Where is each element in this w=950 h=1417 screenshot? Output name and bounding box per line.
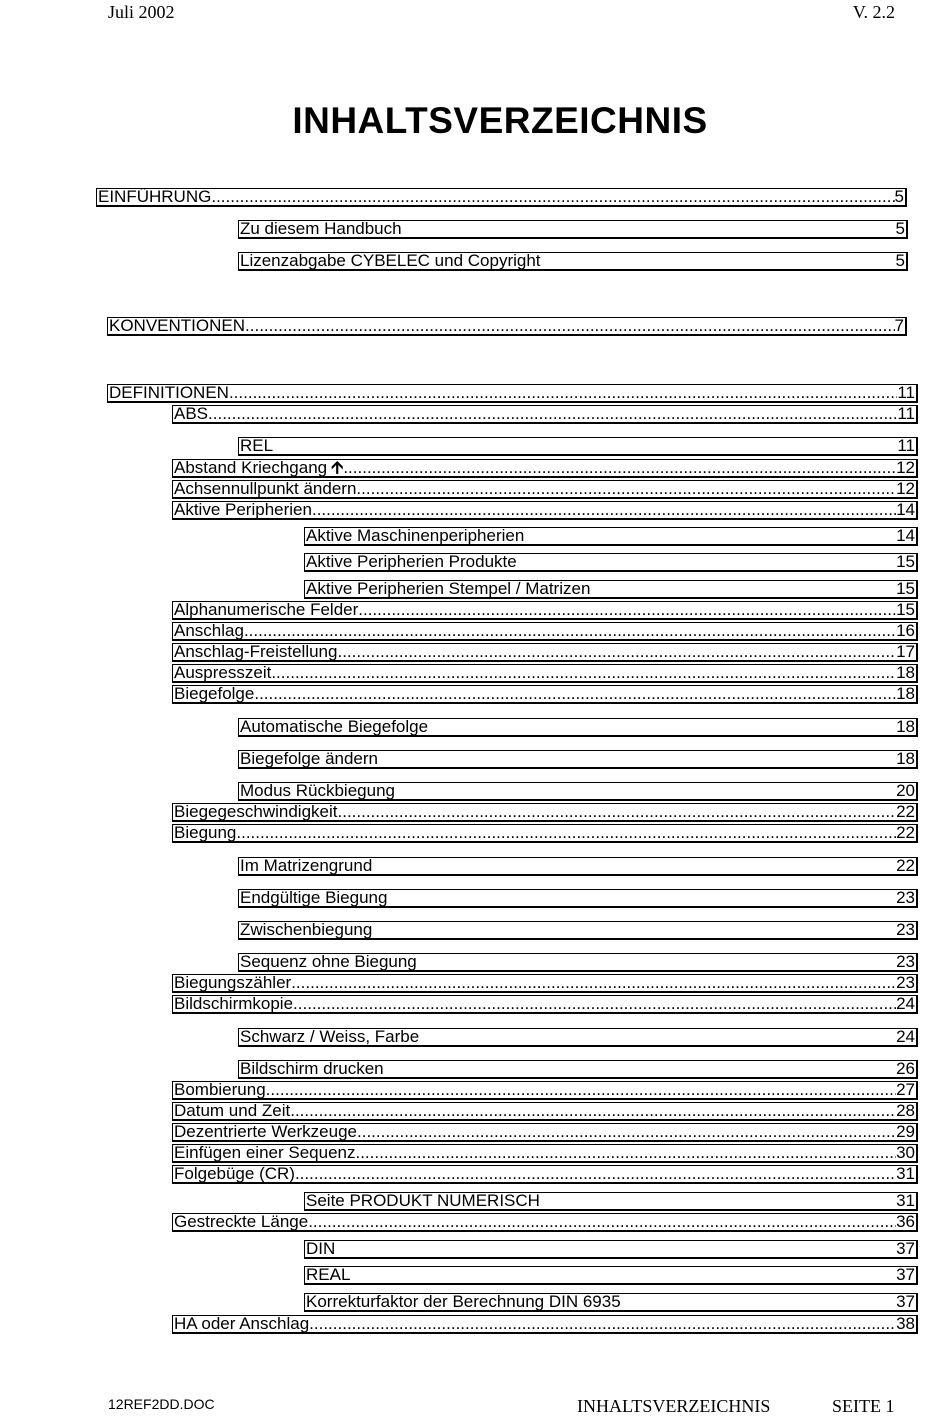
toc-entry-label: Aktive Peripherien Stempel / Matrizen	[306, 580, 591, 598]
toc-entry-label: EINFÜHRUNG	[98, 188, 212, 206]
toc-entry-label: DEFINITIONEN	[109, 384, 229, 402]
toc-entry[interactable]	[304, 527, 918, 546]
toc-entry-page: 5	[894, 188, 904, 206]
toc-leader-dots	[343, 459, 896, 476]
toc-entry[interactable]	[172, 643, 918, 662]
toc-entry-label: Abstand Kriechgang	[174, 459, 328, 477]
toc-entry-label: Anschlag-Freistellung	[174, 643, 338, 661]
toc-entry-label: Sequenz ohne Biegung	[240, 953, 417, 971]
toc-entry-page: 14	[896, 527, 915, 545]
toc-entry[interactable]	[304, 1240, 918, 1259]
toc-entry-label: Modus Rückbiegung	[240, 782, 395, 800]
toc-entry[interactable]	[172, 1123, 918, 1142]
toc-entry[interactable]	[238, 252, 908, 271]
toc-entry-label: Bildschirm drucken	[240, 1060, 384, 1078]
toc-entry[interactable]	[304, 553, 918, 572]
toc-entry-page: 17	[896, 643, 915, 661]
toc-entry-label: Biegungszähler	[174, 974, 292, 992]
toc-entry[interactable]	[238, 921, 918, 940]
toc-entry-label: REAL	[306, 1266, 351, 1284]
toc-entry-page: 31	[896, 1192, 915, 1210]
toc-entry-page: 31	[896, 1165, 915, 1183]
toc-entry-page: 14	[896, 501, 915, 519]
toc-entry[interactable]	[172, 1081, 918, 1100]
toc-entry[interactable]	[172, 1213, 918, 1232]
toc-entry-label: Dezentrierte Werkzeuge	[174, 1123, 357, 1141]
toc-entry-label: Seite PRODUKT NUMERISCH	[306, 1192, 540, 1210]
toc-leader-dots	[312, 501, 896, 518]
toc-entry-label: Alphanumerische Felder	[174, 601, 359, 619]
toc-entry-label: KONVENTIONEN	[109, 317, 246, 335]
toc-leader-dots	[290, 1102, 896, 1119]
toc-entry[interactable]	[172, 1315, 918, 1334]
toc-entry-page: 23	[896, 953, 915, 971]
toc-entry-label: Aktive Peripherien Produkte	[306, 553, 517, 571]
toc-entry-label: Schwarz / Weiss, Farbe	[240, 1028, 420, 1046]
toc-entry-label: Bombierung	[174, 1081, 266, 1099]
toc-leader-dots	[295, 1165, 896, 1182]
toc-entry[interactable]	[172, 405, 918, 424]
toc-leader-dots	[266, 1081, 896, 1098]
toc-entry[interactable]	[304, 580, 918, 599]
toc-entry[interactable]	[172, 1165, 918, 1184]
footer-filename: 12REF2DD.DOC	[108, 1396, 215, 1412]
toc-entry-page: 30	[896, 1144, 915, 1162]
toc-entry[interactable]	[238, 220, 908, 239]
toc-leader-dots	[309, 1315, 896, 1332]
toc-entry-page: 28	[896, 1102, 915, 1120]
toc-entry-label: Gestreckte Länge	[174, 1213, 309, 1231]
toc-entry[interactable]	[238, 750, 918, 769]
toc-entry-label: Korrekturfaktor der Berechnung DIN 6935	[306, 1293, 621, 1311]
toc-entry-page: 22	[896, 803, 915, 821]
toc-entry-label: Lizenzabgabe CYBELEC und Copyright	[240, 252, 541, 270]
toc-entry-page: 18	[896, 750, 915, 768]
toc-entry[interactable]	[238, 857, 918, 876]
toc-entry[interactable]	[172, 1144, 918, 1163]
toc-entry-page: 36	[896, 1213, 915, 1231]
toc-entry[interactable]	[172, 1102, 918, 1121]
toc-entry-label: Zu diesem Handbuch	[240, 220, 402, 238]
toc-entry-page: 22	[896, 824, 915, 842]
toc-entry-label: Folgebüge (CR)	[174, 1165, 295, 1183]
toc-entry-page: 5	[895, 252, 905, 270]
toc-entry[interactable]	[172, 459, 918, 478]
toc-entry-page: 7	[894, 317, 904, 335]
toc-entry-label: Biegefolge	[174, 685, 255, 703]
toc-entry-label: Bildschirmkopie	[174, 995, 294, 1013]
toc-entry-label: ABS	[174, 405, 209, 423]
page-title: INHALTSVERZEICHNIS	[292, 100, 708, 141]
toc-entry-page: 23	[896, 974, 915, 992]
toc-entry[interactable]	[172, 974, 918, 993]
toc-leader-dots	[245, 317, 895, 334]
header-date: Juli 2002	[108, 2, 175, 22]
toc-entry-label: Automatische Biegefolge	[240, 718, 429, 736]
toc-entry-page: 23	[896, 889, 915, 907]
toc-leader-dots	[291, 974, 896, 991]
toc-entry[interactable]	[304, 1293, 918, 1312]
toc-entry[interactable]	[172, 501, 918, 520]
toc-entry-page: 15	[896, 580, 915, 598]
toc-entry-page: 26	[896, 1060, 915, 1078]
toc-entry-label: DIN	[306, 1240, 336, 1258]
toc-entry-page: 16	[896, 622, 915, 640]
toc-entry-label: Aktive Maschinenperipherien	[306, 527, 525, 545]
toc-entry-page: 23	[896, 921, 915, 939]
toc-entry-label: Auspresszeit	[174, 664, 272, 682]
arrow-up-icon: 🡩	[331, 459, 344, 477]
toc-entry-label: Einfügen einer Sequenz	[174, 1144, 356, 1162]
toc-entry[interactable]	[107, 384, 918, 403]
toc-entry-label: HA oder Anschlag	[174, 1315, 310, 1333]
toc-entry[interactable]	[238, 782, 918, 801]
toc-entry[interactable]	[172, 824, 918, 843]
toc-leader-dots	[271, 664, 896, 681]
toc-entry-label: Biegegeschwindigkeit	[174, 803, 338, 821]
toc-entry-label: Datum und Zeit	[174, 1102, 291, 1120]
toc-entry-page: 5	[895, 220, 905, 238]
toc-entry[interactable]	[238, 1028, 918, 1047]
toc-entry-label: Anschlag	[174, 622, 244, 640]
toc-entry[interactable]	[304, 1266, 918, 1285]
toc-entry-page: 18	[896, 718, 915, 736]
toc-leader-dots	[358, 601, 896, 618]
toc-leader-dots	[355, 1144, 896, 1161]
toc-entry-page: 12	[896, 480, 915, 498]
toc-entry-page: 29	[896, 1123, 915, 1141]
toc-entry[interactable]	[172, 664, 918, 683]
toc-entry-page: 11	[897, 384, 915, 402]
toc-entry-label: Endgültige Biegung	[240, 889, 388, 907]
toc-entry-label: Biegung	[174, 824, 237, 842]
toc-leader-dots	[293, 995, 896, 1012]
toc-entry[interactable]	[172, 685, 918, 704]
toc-entry-page: 18	[896, 685, 915, 703]
toc-entry-page: 12	[896, 459, 915, 477]
toc-entry-page: 15	[896, 553, 915, 571]
toc-entry[interactable]	[304, 1192, 918, 1211]
toc-entry[interactable]	[172, 995, 918, 1014]
toc-entry[interactable]	[238, 718, 918, 737]
toc-entry-page: 22	[896, 857, 915, 875]
toc-leader-dots	[254, 685, 896, 702]
toc-entry[interactable]	[172, 803, 918, 822]
toc-entry-page: 18	[896, 664, 915, 682]
toc-entry[interactable]	[96, 188, 907, 207]
footer-page-number: SEITE 1	[832, 1396, 895, 1416]
toc-leader-dots	[308, 1213, 896, 1230]
toc-entry-page: 27	[896, 1081, 915, 1099]
toc-entry-label: Biegefolge ändern	[240, 750, 379, 768]
toc-entry-page: 38	[896, 1315, 915, 1333]
toc-leader-dots	[357, 1123, 896, 1140]
toc-entry-label: Achsennullpunkt ändern	[174, 480, 357, 498]
toc-entry[interactable]	[172, 622, 918, 641]
toc-leader-dots	[236, 824, 896, 841]
toc-entry-page: 15	[896, 601, 915, 619]
toc-entry-page: 11	[897, 405, 915, 423]
toc-leader-dots	[208, 405, 897, 422]
toc-entry[interactable]	[172, 480, 918, 499]
toc-leader-dots	[244, 622, 896, 639]
toc-leader-dots	[338, 803, 897, 820]
toc-entry[interactable]	[238, 889, 918, 908]
toc-entry[interactable]	[238, 437, 918, 456]
toc-entry[interactable]	[238, 1060, 918, 1079]
toc-entry-label: Im Matrizengrund	[240, 857, 373, 875]
toc-entry-label: Zwischenbiegung	[240, 921, 373, 939]
toc-leader-dots	[337, 643, 896, 660]
toc-entry[interactable]	[238, 953, 918, 972]
toc-entry-page: 11	[897, 437, 915, 455]
toc-entry-page: 24	[896, 1028, 915, 1046]
toc-entry-page: 24	[896, 995, 915, 1013]
footer-section: INHALTSVERZEICHNIS	[577, 1396, 771, 1416]
toc-leader-dots	[229, 384, 897, 401]
toc-entry-page: 20	[896, 782, 915, 800]
toc-entry-label: Aktive Peripherien	[174, 501, 312, 519]
toc-leader-dots	[356, 480, 896, 497]
toc-entry-page: 37	[896, 1240, 915, 1258]
toc-leader-dots	[211, 188, 894, 205]
toc-entry[interactable]	[107, 317, 907, 336]
toc-entry-page: 37	[896, 1266, 915, 1284]
toc-entry[interactable]	[172, 601, 918, 620]
toc-entry-label: REL	[240, 437, 274, 455]
header-version: V. 2.2	[852, 2, 895, 22]
toc-entry-page: 37	[896, 1293, 915, 1311]
